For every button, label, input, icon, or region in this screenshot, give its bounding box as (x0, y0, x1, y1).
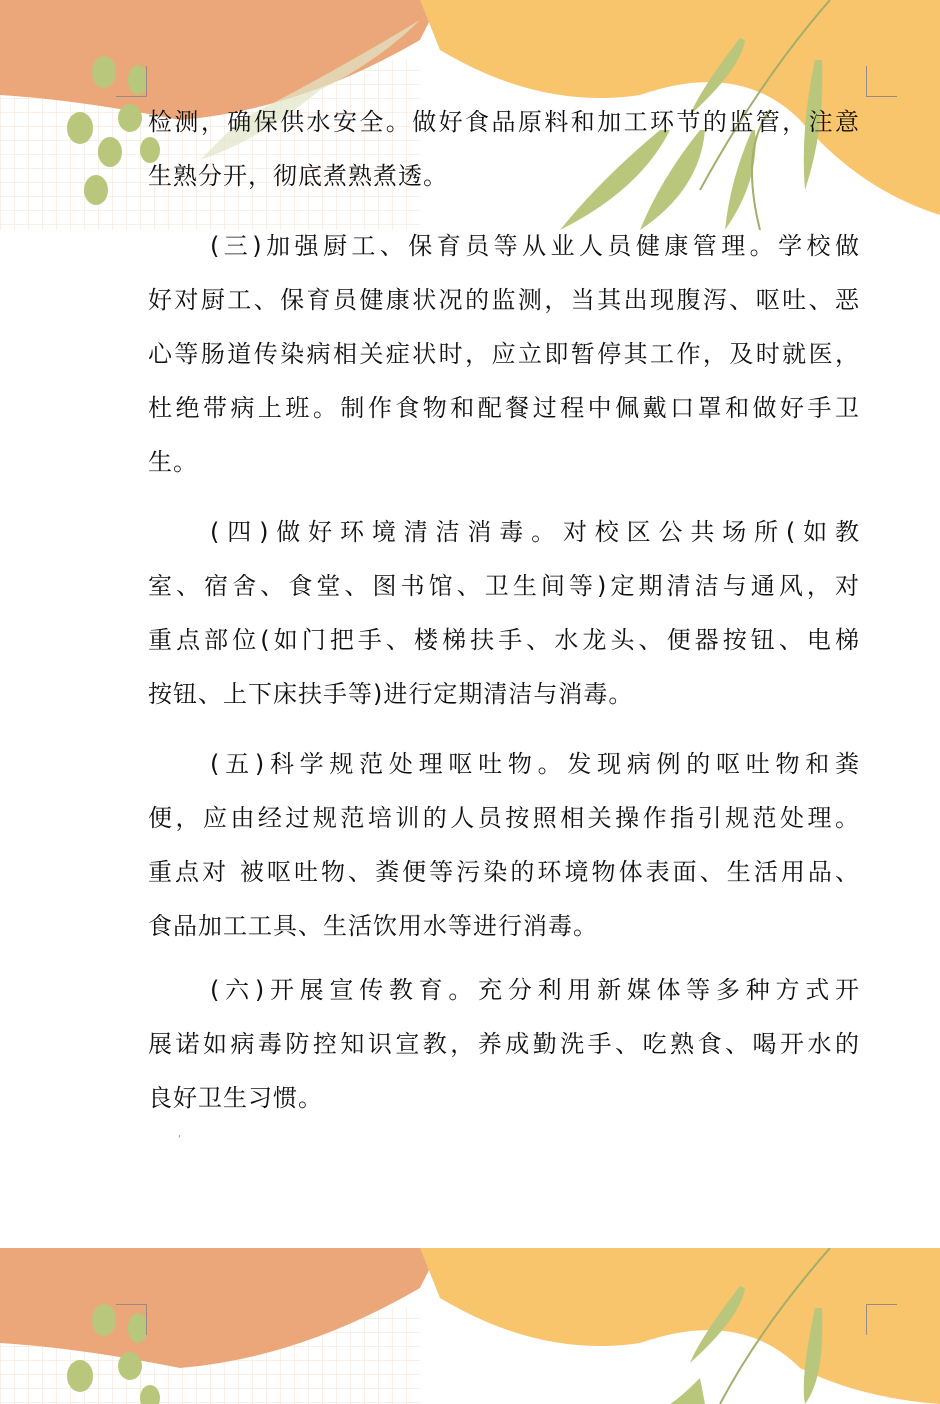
text-line: 重点对 被呕吐物、粪便等污染的环境物体表面、生活用品、 (148, 858, 860, 886)
text-line: 重点部位(如门把手、楼梯扶手、水龙头、便器按钮、电梯 (148, 626, 860, 654)
text-line: 心等肠道传染病相关症状时，应立即暂停其工作，及时就医， (148, 340, 860, 368)
text-line: (五)科学规范处理呕吐物。发现病例的呕吐物和粪 (210, 750, 860, 778)
text-line: 良好卫生习惯。 (148, 1084, 323, 1112)
paragraph-5 (148, 737, 860, 953)
paragraph-6 (148, 963, 860, 1125)
text-line: (六)开展宣传教育。充分利用新媒体等多种方式开 (210, 976, 860, 1004)
text-line: 生熟分开，彻底煮熟煮透。 (148, 162, 448, 190)
text-line: 生。 (148, 448, 198, 476)
text-line: 好对厨工、保育员健康状况的监测，当其出现腹泻、呕吐、恶 (148, 286, 860, 314)
text-line: 展诺如病毒防控知识宣教，养成勤洗手、吃熟食、喝开水的 (148, 1030, 860, 1058)
text-line: (四)做好环境清洁消毒。对校区公共场所(如教 (210, 518, 860, 546)
text-line: 食品加工工具、生活饮用水等进行消毒。 (148, 912, 598, 940)
text-line: 便，应由经过规范培训的人员按照相关操作指引规范处理。 (148, 804, 860, 832)
paragraph (148, 95, 860, 203)
margin-corner-mark (116, 1304, 147, 1335)
stray-mark: ' (178, 1134, 181, 1145)
margin-corner-mark (116, 66, 147, 97)
paragraph-3 (148, 219, 860, 489)
text-line: 检测，确保供水安全。做好食品原料和加工环节的监管，注意 (148, 108, 860, 136)
text-line: (三)加强厨工、保育员等从业人员健康管理。学校做 (210, 232, 860, 260)
text-line: 室、宿舍、食堂、图书馆、卫生间等)定期清洁与通风，对 (148, 572, 860, 600)
text-line: 按钮、上下床扶手等)进行定期清洁与消毒。 (148, 680, 634, 708)
paragraph-4 (148, 505, 860, 721)
margin-corner-mark (866, 66, 897, 97)
text-line: 杜绝带病上班。制作食物和配餐过程中佩戴口罩和做好手卫 (148, 394, 860, 422)
margin-corner-mark (866, 1304, 897, 1335)
